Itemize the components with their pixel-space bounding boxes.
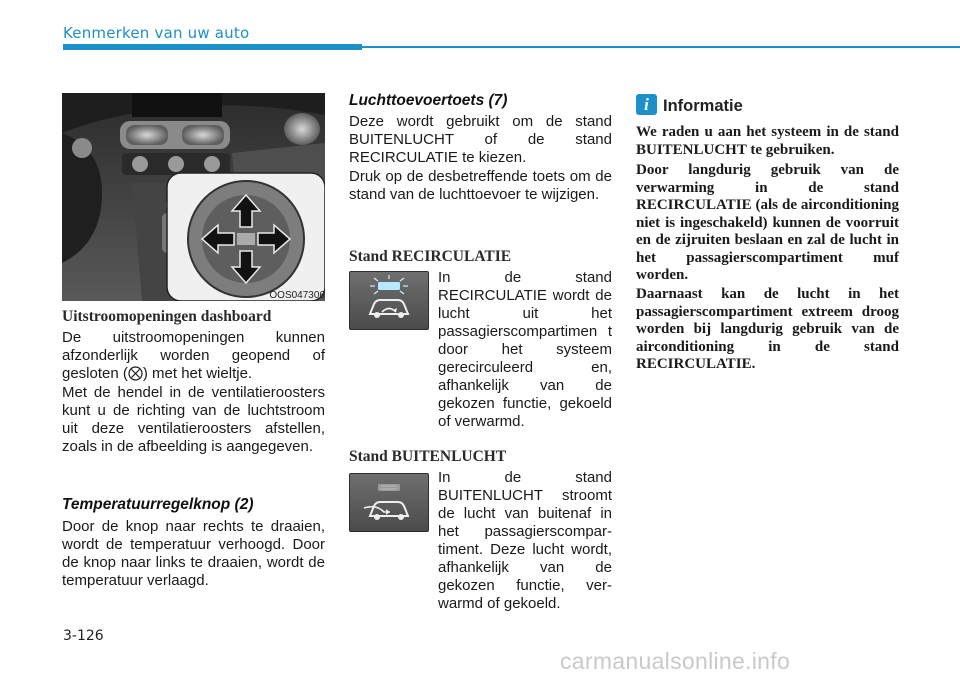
para-intake-use: Deze wordt gebruikt om de stand BUITENLUCHT of de stand RECIRCULATIE te kiezen.	[349, 113, 612, 166]
dashboard-vent-figure	[62, 93, 325, 301]
heading-temperature-knob: Temperatuurregelknop (2)	[62, 496, 254, 513]
col2-heading-intake	[349, 92, 612, 110]
info-icon: i	[636, 94, 657, 115]
info-para-dry-air: Daarnaast kan de lucht in het passagierscompartiment extreem droog worden bij langdurig gebruik van de airconditioning in de stand RECIRCULATIE.	[636, 286, 899, 372]
para-recirculation: In de stand RECIRCULATIE wordt de lucht uit het passagierscompartimen t door het systeem gerecirculeerd en, afhankelijk van de gekozen functie, gekoeld of verwarmd.	[438, 269, 612, 430]
header-rule-thin	[362, 46, 960, 48]
info-para-fogging: Door langdurig gebruik van de verwarming in de stand RECIRCULATIE (als de airconditioning niet is ingeschakeld) kunnen de voorruit en de zijruiten beslaan en zal de lucht in het passagierscompartiment muf worden.	[636, 162, 899, 283]
closed-symbol-icon	[128, 366, 143, 386]
col2-para-intake2	[349, 168, 612, 204]
col2-heading-recirc	[349, 248, 612, 266]
para-temperature: Door de knop naar rechts te draaien, wordt de temperatuur verhoogd. Door de knop naar links te draaien, wordt de temperatuur verlaagd.	[62, 518, 325, 589]
heading-recirculation: Stand RECIRCULATIE	[349, 248, 512, 265]
col2-heading-fresh	[349, 448, 612, 466]
col1-para-open-close	[62, 329, 325, 386]
watermark-logo-text: carmanualsonline.info	[560, 648, 791, 674]
info-title: Informatie	[663, 97, 743, 115]
col1-heading-temp	[62, 496, 325, 514]
info-para3-wrap	[636, 286, 899, 374]
col2-para-intake1	[349, 113, 612, 167]
col1-para-direction	[62, 384, 325, 456]
info-para-recommend: We raden u aan het systeem in de stand BUITENLUCHT te gebruiken.	[636, 124, 899, 158]
heading-dashboard-vents: Uitstroomopeningen dashboard	[62, 308, 272, 325]
page-number: 3-126	[63, 628, 104, 644]
dashboard-illustration	[62, 93, 325, 301]
para-fresh-air: In de stand BUITENLUCHT stroomt de lucht van buitenaf in het passagierscompar-timent. Deze lucht wordt, afhankelijk van de gekozen functie, ver-warmd of gekoeld.	[438, 469, 612, 612]
heading-fresh-air: Stand BUITENLUCHT	[349, 448, 507, 465]
info-para2-wrap	[636, 162, 899, 285]
info-para1-wrap	[636, 124, 899, 159]
col1-para-temp	[62, 518, 325, 590]
recirculation-icon	[350, 272, 428, 329]
heading-air-intake: Luchttoevoertoets (7)	[349, 92, 508, 109]
para-vent-wheel-part2: ) met het wieltje.	[142, 365, 253, 382]
col2-para-fresh	[438, 469, 612, 613]
para-vent-wheel-part1: De uitstroomopeningen kunnen afzonderlijk worden geopend of gesloten (	[62, 329, 325, 382]
fresh-air-button-image	[349, 473, 429, 532]
fresh-air-icon	[350, 474, 428, 531]
header-rule-thick	[63, 44, 362, 50]
para-vent-direction: Met de hendel in de ventilatieroosters kunt u de richting van de luchtstroom uit deze ventilatieroosters afstellen, zoals in de afbeelding is aangegeven.	[62, 384, 325, 455]
section-header: Kenmerken van uw auto	[63, 24, 250, 42]
col1-heading-vents	[62, 308, 325, 326]
para-vent-wheel	[62, 329, 325, 386]
para-intake-press: Druk op de desbetreffende toets om de stand van de luchttoevoer te wijzigen.	[349, 168, 612, 203]
figure-caption: OOS047306	[269, 290, 325, 301]
col2-para-recirc	[438, 269, 612, 431]
recirculation-button-image	[349, 271, 429, 330]
